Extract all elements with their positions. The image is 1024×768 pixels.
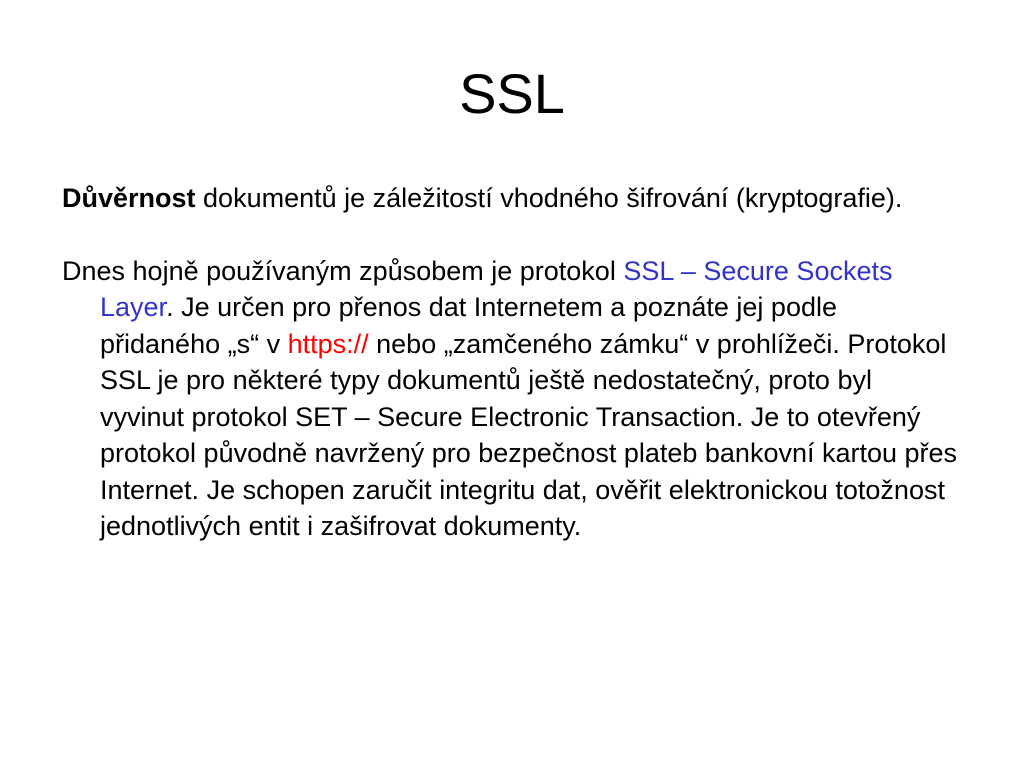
slide-body — [62, 180, 962, 545]
paragraph-ssl-description — [62, 253, 962, 545]
paragraph-confidentiality — [62, 180, 962, 217]
paragraph-1-text: dokumentů je záležitostí vhodného šifrování (kryptografie). — [195, 183, 903, 213]
paragraph-2-text-part-2: . Je určen pro přenos dat Internetem a poznáte jej podle přidaného „s“ v — [100, 292, 837, 359]
paragraph-2-text-part-3: nebo „zamčeného zámku“ v prohlížeči. Protokol SSL je pro některé typy dokumentů ještě nedostatečný, proto byl vyvinut protokol SET – Secure Electronic Transaction. Je to otevřený protokol původně navržený pro bezpečnost plateb bankovní kartou přes Internet. Je schopen zaručit integritu dat, ověřit elektronickou totožnost jednotlivých entit i zašifrovat dokumenty. — [100, 328, 958, 541]
paragraph-2-text-part-1: Dnes hojně používaným způsobem je protokol — [62, 255, 624, 286]
https-text: https:// — [287, 328, 369, 359]
slide-title: SSL — [459, 62, 565, 125]
bold-lead-word: Důvěrnost — [62, 183, 196, 213]
ssl-definition-text: SSL – Secure Sockets Layer — [100, 255, 893, 322]
